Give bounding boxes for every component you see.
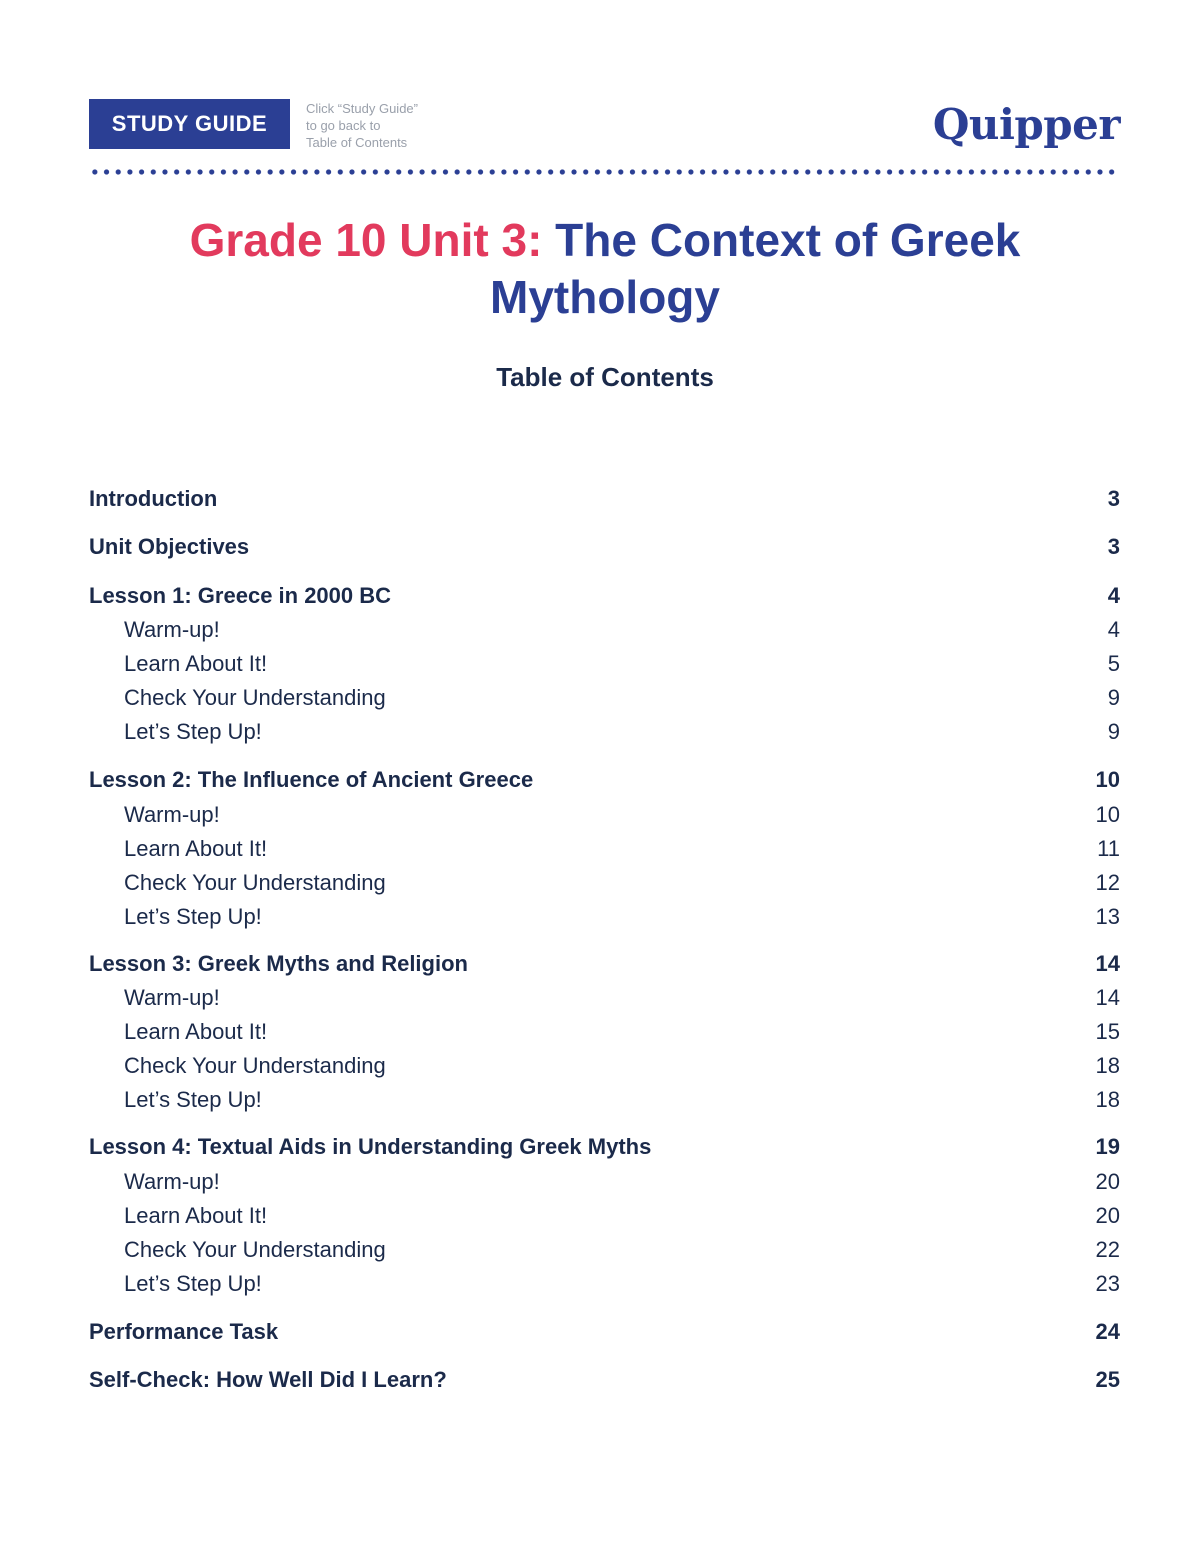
- toc-page-number: 18: [1095, 1087, 1120, 1112]
- toc-page-number: 25: [1095, 1367, 1120, 1392]
- toc-heading: Table of Contents: [496, 362, 714, 392]
- toc-entry-label: Learn About It!: [124, 836, 268, 861]
- toc-subentry[interactable]: [89, 1201, 1120, 1231]
- toc-entry-label: Learn About It!: [124, 1203, 268, 1228]
- toc-entry-label: Let’s Step Up!: [124, 1087, 262, 1112]
- toc-entry-label: Check Your Understanding: [124, 1237, 386, 1262]
- toc-subentry[interactable]: [89, 1051, 1120, 1081]
- toc-entry-label: Lesson 2: The Influence of Ancient Greece: [89, 767, 534, 792]
- toc-page-number: 12: [1095, 870, 1120, 895]
- toc-entry-label: Warm-up!: [124, 617, 220, 642]
- toc-subentry[interactable]: [89, 649, 1120, 679]
- toc-entry[interactable]: [89, 765, 1120, 795]
- toc-page-number: 14: [1095, 985, 1120, 1010]
- toc-page-number: 18: [1095, 1053, 1120, 1078]
- toc-page-number: 5: [1107, 651, 1120, 676]
- toc-entry-label: Let’s Step Up!: [124, 1271, 262, 1296]
- toc-entry-label: Learn About It!: [124, 1019, 268, 1044]
- toc-page-number: 15: [1095, 1019, 1120, 1044]
- toc-entry-label: Lesson 4: Textual Aids in Understanding Greek Myths: [89, 1134, 652, 1159]
- toc-subentry[interactable]: [89, 1085, 1120, 1115]
- title-prefix: Grade 10 Unit 3:: [189, 214, 543, 266]
- toc-entry-label: Unit Objectives: [89, 534, 250, 559]
- toc-subentry[interactable]: [89, 1269, 1120, 1299]
- toc-subentry[interactable]: [89, 1235, 1120, 1265]
- toc-page-number: 20: [1095, 1203, 1120, 1228]
- toc-entry-label: Warm-up!: [124, 985, 220, 1010]
- toc-page-number: 11: [1097, 836, 1120, 861]
- toc-page-number: 13: [1095, 904, 1120, 929]
- toc-subentry[interactable]: [89, 717, 1120, 747]
- toc-entry-label: Self-Check: How Well Did I Learn?: [89, 1367, 447, 1392]
- title-main: The Context of Greek Mythology: [490, 214, 1021, 323]
- hint-line: Click “Study Guide”: [306, 101, 418, 116]
- toc-page-number: 23: [1095, 1271, 1120, 1296]
- toc-entry-label: Warm-up!: [124, 1169, 220, 1194]
- toc-page-number: 4: [1107, 617, 1120, 642]
- toc-page-number: 3: [1107, 534, 1120, 559]
- toc-page-number: 9: [1107, 685, 1120, 710]
- toc-subentry[interactable]: [89, 983, 1120, 1013]
- toc-subentry[interactable]: [89, 834, 1120, 864]
- toc-entry-label: Learn About It!: [124, 651, 268, 676]
- toc-entry-label: Let’s Step Up!: [124, 904, 262, 929]
- toc-entry[interactable]: [89, 484, 1120, 514]
- dotted-divider: [89, 169, 1120, 175]
- toc-entry-label: Lesson 3: Greek Myths and Religion: [89, 951, 468, 976]
- toc-page-number: 9: [1107, 719, 1120, 744]
- toc-page-number: 10: [1095, 767, 1120, 792]
- toc-entry-label: Introduction: [89, 486, 218, 511]
- toc-entry[interactable]: [89, 1365, 1120, 1395]
- quipper-logo: Quipper: [932, 100, 1120, 149]
- toc-page-number: 24: [1095, 1319, 1120, 1344]
- toc-page-number: 4: [1107, 583, 1120, 608]
- study-guide-button[interactable]: STUDY GUIDE: [89, 99, 290, 149]
- toc-subentry[interactable]: [89, 615, 1120, 645]
- page-title: [100, 212, 1110, 326]
- toc-entry-label: Check Your Understanding: [124, 1053, 386, 1078]
- hint-line: Table of Contents: [306, 135, 408, 150]
- toc-subentry[interactable]: [89, 1167, 1120, 1197]
- toc-subentry[interactable]: [89, 902, 1120, 932]
- toc-entry[interactable]: [89, 532, 1120, 562]
- toc-page-number: 19: [1095, 1134, 1120, 1159]
- hint-line: to go back to: [306, 118, 381, 133]
- toc-page-number: 10: [1095, 802, 1120, 827]
- toc-page-number: 3: [1107, 486, 1120, 511]
- toc-subentry[interactable]: [89, 800, 1120, 830]
- toc-entry[interactable]: [89, 581, 1120, 611]
- toc-entry-label: Check Your Understanding: [124, 870, 386, 895]
- toc-entry[interactable]: [89, 1317, 1120, 1347]
- toc-entry[interactable]: [89, 949, 1120, 979]
- page-header: [89, 99, 1120, 151]
- toc-entry-label: Performance Task: [89, 1319, 279, 1344]
- toc-subentry[interactable]: [89, 683, 1120, 713]
- study-guide-hint: [306, 100, 466, 151]
- toc-entry-label: Check Your Understanding: [124, 685, 386, 710]
- toc-entry[interactable]: [89, 1132, 1120, 1162]
- toc-page-number: 14: [1095, 951, 1120, 976]
- toc-subentry[interactable]: [89, 1017, 1120, 1047]
- toc-entry-label: Warm-up!: [124, 802, 220, 827]
- toc-entry-label: Lesson 1: Greece in 2000 BC: [89, 583, 392, 608]
- toc-page-number: 22: [1095, 1237, 1120, 1262]
- toc-entry-label: Let’s Step Up!: [124, 719, 262, 744]
- toc-subentry[interactable]: [89, 868, 1120, 898]
- toc-page-number: 20: [1095, 1169, 1120, 1194]
